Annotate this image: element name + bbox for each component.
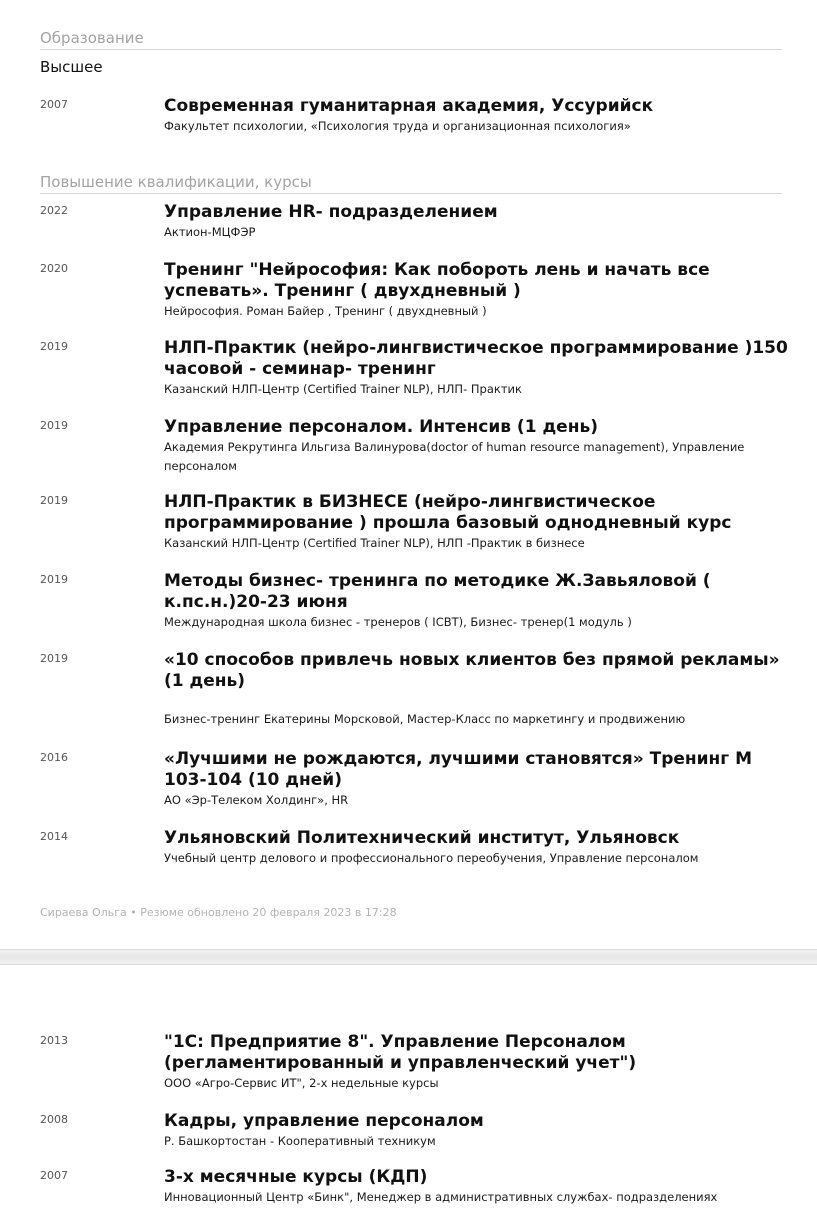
entry-year: 2019 [40,652,68,665]
entry-title: Современная гуманитарная академия, Уссурийск [164,96,654,116]
entry-year: 2019 [40,573,68,586]
courses-section-title: Повышение квалификации, курсы [40,173,782,194]
entry-year: 2019 [40,494,68,507]
page-break-divider [0,949,817,965]
entry-subtitle: Бизнес-тренинг Екатерины Морсковой, Мастер-Класс по маркетингу и продвижению [164,712,686,726]
entry-title: "1С: Предприятие 8". Управление Персоналом (регламентированный и управленческий учет") [164,1032,637,1073]
entry-title: 3-х месячные курсы (КДП) [164,1167,428,1187]
entry-title: Управление персоналом. Интенсив (1 день) [164,417,598,437]
entry-subtitle: Актион-МЦФЭР [164,225,256,239]
entry-title: Управление HR- подразделением [164,202,498,222]
entry-title: Тренинг "Нейрософия: Как побороть лень и начать все успевать». Тренинг ( двухдневный ) [164,260,710,301]
entry-year: 2019 [40,340,68,353]
entry-title: Ульяновский Политехнический институт, Ульяновск [164,828,680,848]
entry-subtitle: Учебный центр делового и профессионального переобучения, Управление персоналом [164,851,699,865]
entry-year: 2022 [40,204,68,217]
entry-title: НЛП-Практик в БИЗНЕСЕ (нейро-лингвистическое программирование ) прошла базовый однодневный курс [164,492,732,533]
education-section-title: Образование [40,29,782,50]
entry-title: «10 способов привлечь новых клиентов без прямой рекламы» (1 день) [164,650,780,691]
entry-subtitle: ООО «Агро-Сервис ИТ", 2-х недельные курсы [164,1076,439,1090]
entry-title: «Лучшими не рождаются, лучшими становятся» Тренинг М 103-104 (10 дней) [164,749,753,790]
entry-subtitle: Казанский НЛП-Центр (Certified Trainer NLP), НЛП -Практик в бизнесе [164,536,585,550]
entry-year: 2007 [40,1169,68,1182]
entry-subtitle: Международная школа бизнес - тренеров ( ICBT), Бизнес- тренер(1 модуль ) [164,615,632,629]
entry-year: 2013 [40,1034,68,1047]
entry-year: 2019 [40,419,68,432]
entry-year: 2014 [40,830,68,843]
entry-title: НЛП-Практик (нейро-лингвистическое программирование )150 часовой - семинар- тренинг [164,338,788,379]
entry-subtitle: АО «Эр-Телеком Холдинг», HR [164,793,349,807]
entry-subtitle: Академия Рекрутинга Ильгиза Валинурова(doctor of human resource management), Управление персоналом [164,440,745,473]
entry-year: 2020 [40,262,68,275]
entry-title: Кадры, управление персоналом [164,1111,484,1131]
entry-subtitle: Казанский НЛП-Центр (Certified Trainer NLP), НЛП- Практик [164,382,522,396]
entry-subtitle: Инновационный Центр «Бинк", Менеджер в административных службах- подразделениях [164,1190,718,1204]
entry-year: 2008 [40,1113,68,1126]
entry-subtitle: Факультет психологии, «Психология труда и организационная психология» [164,119,631,133]
entry-subtitle: Нейрософия. Роман Байер , Тренинг ( двухдневный ) [164,304,487,318]
entry-subtitle: Р. Башкортостан - Кооперативный техникум [164,1134,436,1148]
entry-title: Методы бизнес- тренинга по методике Ж.Завьяловой ( к.пс.н.)20-23 июня [164,571,711,612]
entry-year: 2016 [40,751,68,764]
resume-footer: Сираева Ольга • Резюме обновлено 20 февраля 2023 в 17:28 [40,906,397,919]
education-level: Высшее [40,58,103,76]
entry-year: 2007 [40,98,68,111]
